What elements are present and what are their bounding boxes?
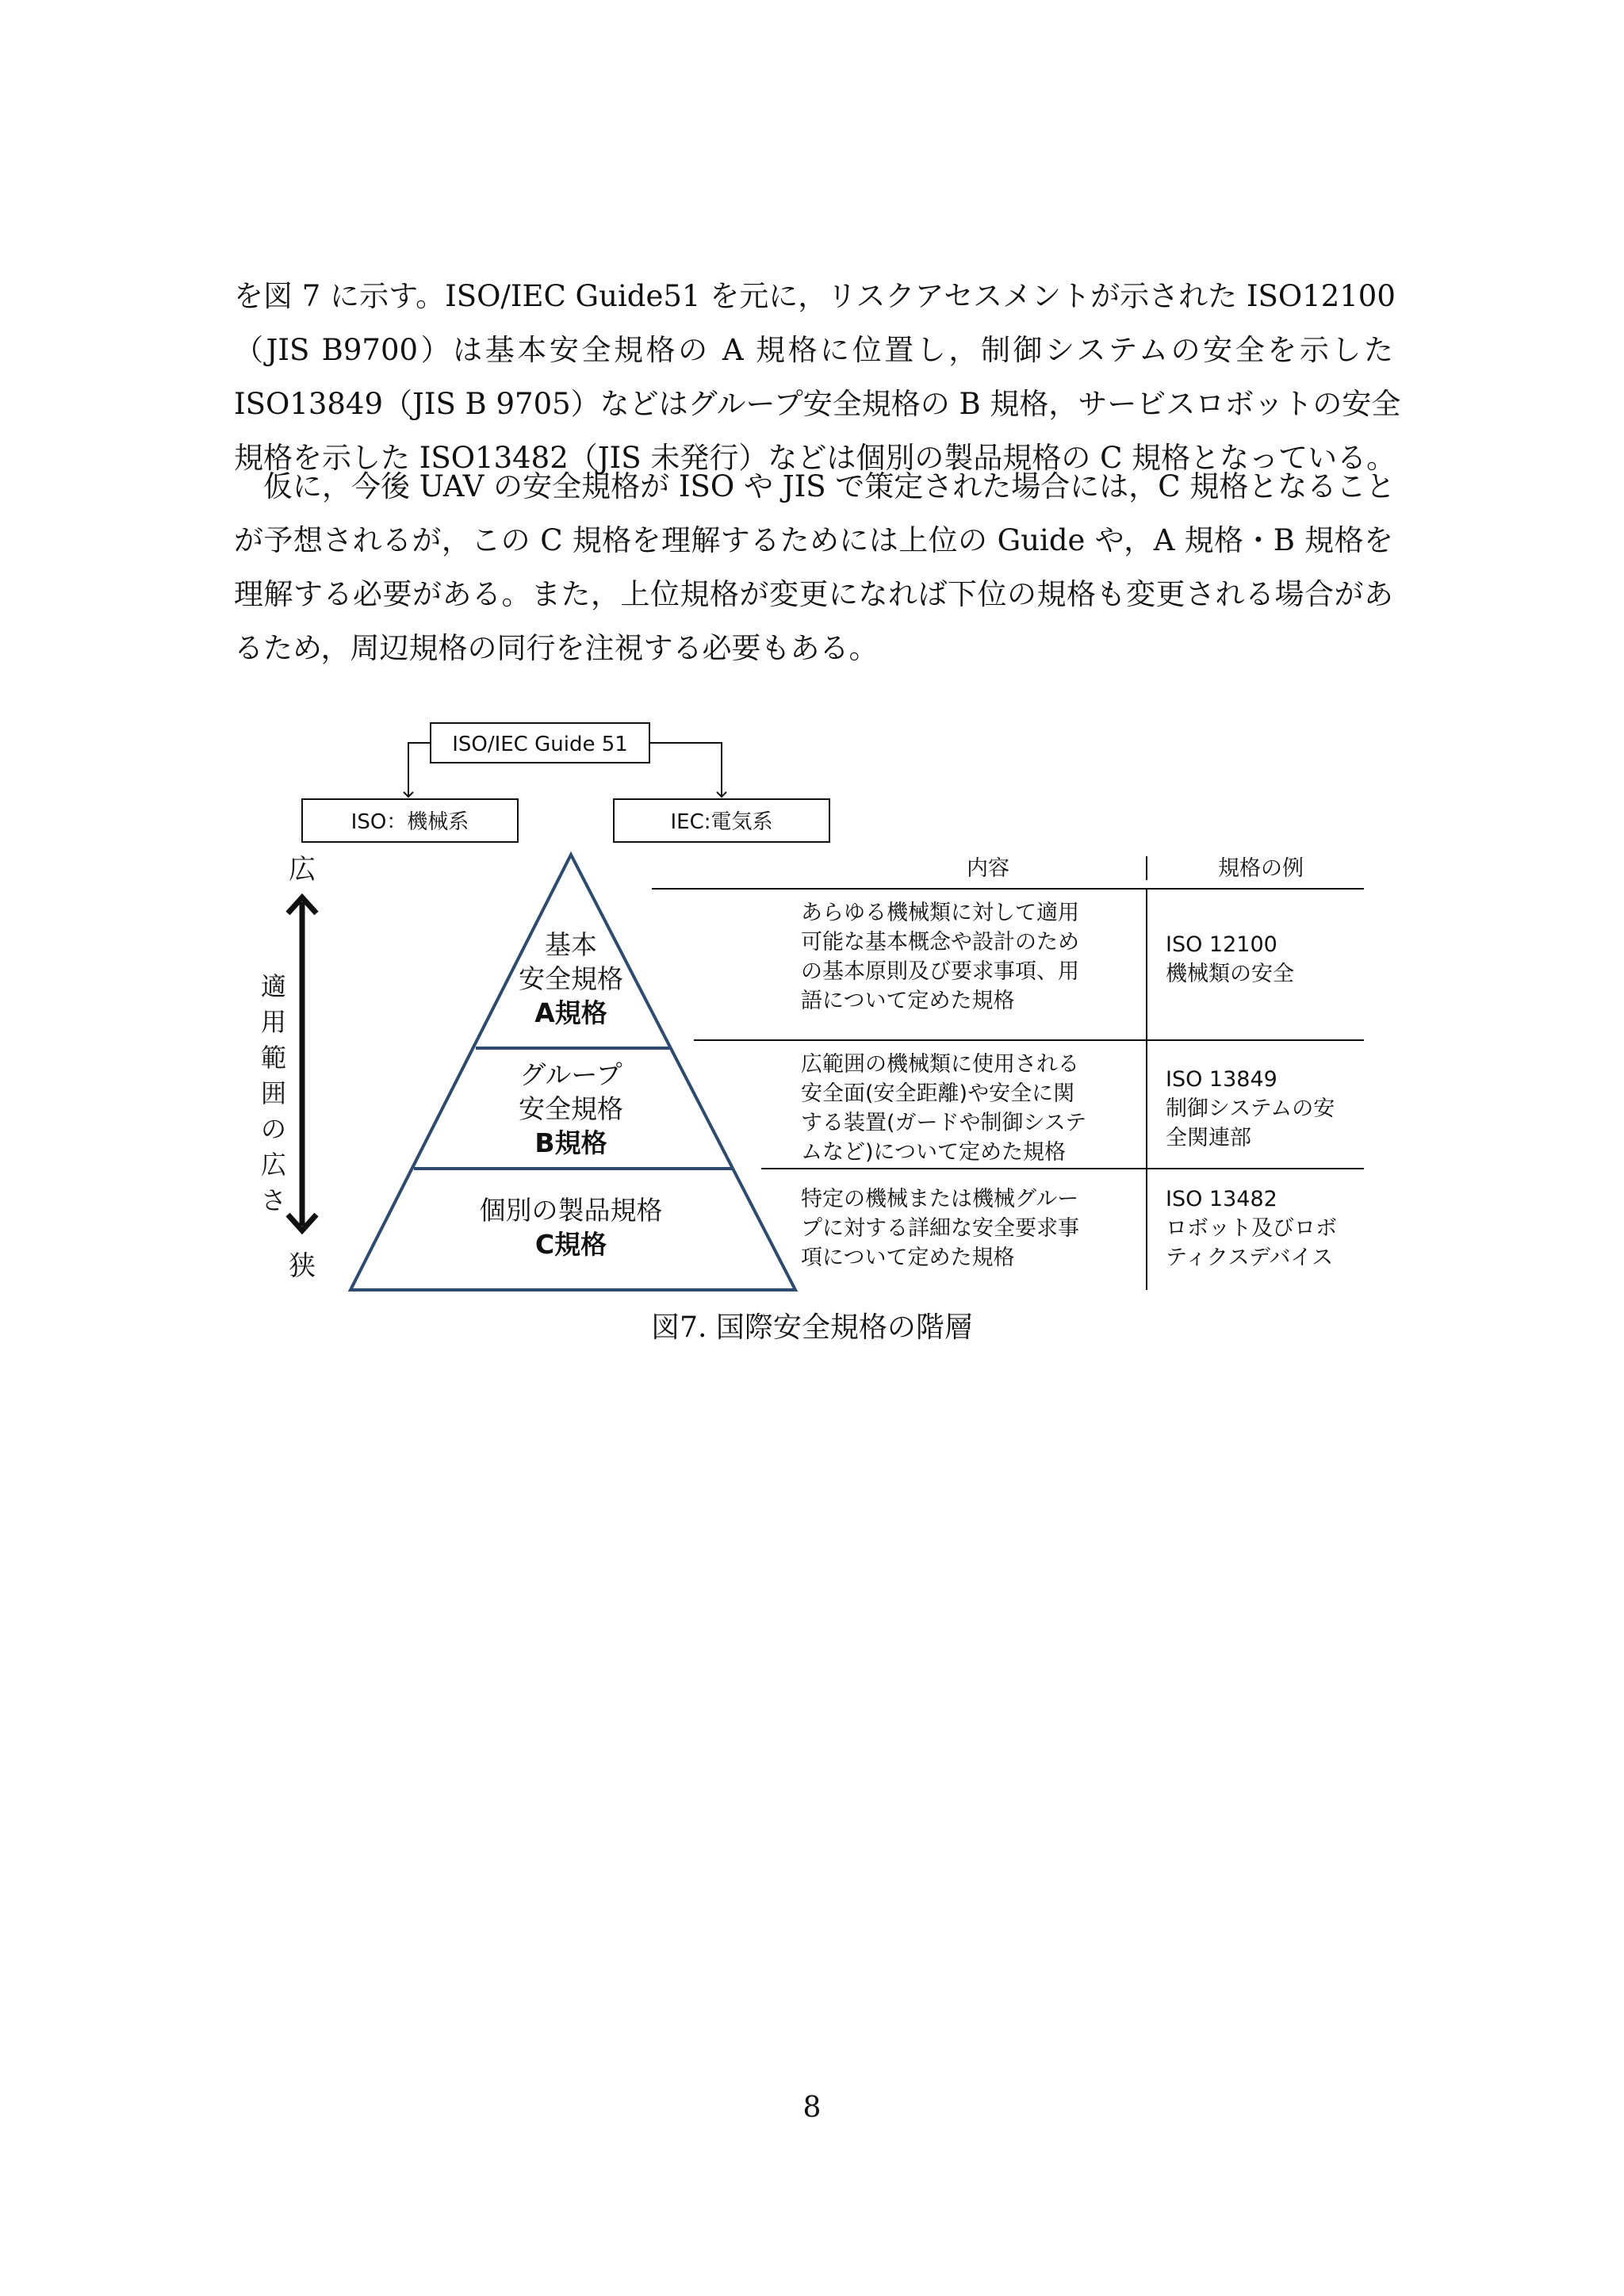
tier-b-line: B規格 [534,1127,607,1158]
row-content-line: プに対する詳細な安全要求事 [801,1216,1079,1241]
axis-narrow-label: 狭 [289,1250,316,1282]
axis-vertical-label [261,971,286,1215]
tier-a-line: 基本 [545,929,597,960]
page-number: 8 [802,2091,822,2124]
axis-char: 用 [260,1007,287,1037]
table-header-content: 内容 [967,856,1009,881]
guide51-label: ISO/IEC Guide 51 [452,733,628,756]
axis-char: 範 [260,1043,287,1073]
row-example-line: 機械類の安全 [1166,962,1294,986]
row-example-line: ISO 13482 [1166,1187,1277,1211]
row-content-line: 特定の機械または機械グルー [801,1187,1079,1211]
row-example-line: 制御システムの安 [1166,1096,1335,1121]
axis-char: 適 [260,971,287,1001]
axis-char: の [260,1114,287,1144]
paragraph-line: （JIS B9700）は基本安全規格の A 規格に位置し，制御システムの安全を示した [234,333,1393,367]
connector-to-iso [408,743,431,797]
table-row [801,1187,1337,1270]
tier-c-line: C規格 [534,1229,607,1260]
paragraph-line: を図 7 に示す。ISO/IEC Guide51 を元に，リスクアセスメントが示された ISO12100 [234,279,1396,313]
row-content-line: 広範囲の機械類に使用される [801,1052,1079,1077]
row-content-line: あらゆる機械類に対して適用 [801,901,1079,925]
table-row [801,901,1294,1013]
row-example-line: 全関連部 [1166,1126,1251,1150]
tier-c-line: 個別の製品規格 [479,1195,663,1226]
connector-to-iec [649,743,722,797]
paragraph-line: 規格を示した ISO13482（JIS 未発行）などは個別の製品規格の C 規格となっている。 [234,441,1396,475]
axis-wide-label: 広 [289,854,316,886]
figure-caption: 図7. 国際安全規格の階層 [651,1311,973,1344]
row-content-line: する装置(ガードや制御システ [801,1111,1087,1135]
tier-b-line: 安全規格 [519,1093,623,1124]
paragraph-line: 理解する必要がある。また，上位規格が変更になれば下位の規格も変更される場合があ [234,577,1393,611]
table-header-example: 規格の例 [1218,856,1304,881]
row-content-line: 語について定めた規格 [801,989,1015,1013]
paragraph-line: ISO13849（JIS B 9705）などはグループ安全規格の B 規格，サービスロボットの安全 [234,387,1401,421]
tier-a-line: 安全規格 [519,963,623,994]
tier-b-line: グループ [519,1059,622,1090]
row-content-line: 可能な基本概念や設計のため [801,930,1079,955]
row-content-line: 項について定めた規格 [801,1246,1015,1270]
iso-label: ISO：機械系 [350,810,469,834]
iec-label: IEC:電気系 [670,810,773,834]
row-example-line: ISO 13849 [1166,1067,1277,1092]
axis-char: 広 [260,1150,287,1180]
row-example-line: ティクスデバイス [1166,1246,1334,1270]
row-example-line: ロボット及びロボ [1166,1216,1337,1241]
row-content-line: の基本原則及び要求事項、用 [801,959,1079,984]
table-row [801,1052,1335,1165]
tier-a-line: A規格 [534,997,607,1028]
row-content-line: ムなど)について定めた規格 [801,1140,1066,1165]
row-content-line: 安全面(安全距離)や安全に関 [801,1081,1075,1106]
row-example-line: ISO 12100 [1166,932,1277,957]
axis-char: さ [260,1185,287,1215]
paragraph-line: るため，周辺規格の同行を注視する必要もある。 [234,631,879,665]
paragraph-line: が予想されるが，この C 規格を理解するためには上位の Guide や，A 規格・B 規格を [234,523,1393,557]
paragraph-line: 仮に，今後 UAV の安全規格が ISO や JIS で策定された場合には，C 規格となること [263,469,1396,503]
axis-char: 囲 [260,1078,287,1108]
